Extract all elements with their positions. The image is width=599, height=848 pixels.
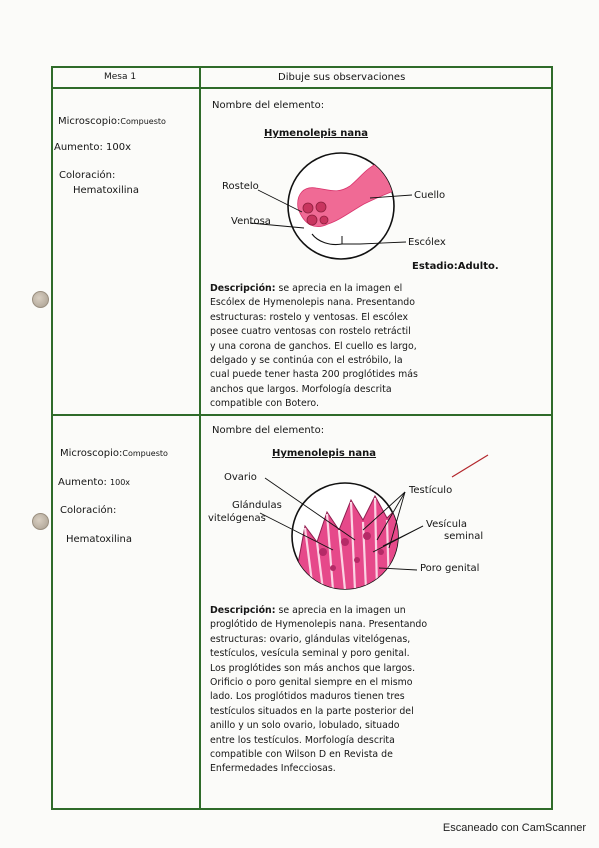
row2-desc-line: compatible con Wilson D en Revista de xyxy=(210,749,393,761)
row2-element-label: Nombre del elemento: xyxy=(212,425,325,436)
label-glandulas-2: vitelógenas xyxy=(208,513,266,524)
row2-coloracion-label: Coloración: xyxy=(60,505,117,516)
label-vesicula-2: seminal xyxy=(444,531,484,542)
row1-element-label: Nombre del elemento: xyxy=(212,100,325,111)
row2-desc-head: Descripción: xyxy=(210,605,276,616)
row2-microscopio-label: Microscopio: xyxy=(60,448,123,459)
row1-desc-head: Descripción: xyxy=(210,283,276,294)
row2-desc-line: Los proglótides son más anchos que largos. xyxy=(210,662,416,674)
row2-coloracion-value: Hematoxilina xyxy=(66,534,132,545)
row1-coloracion-value: Hematoxilina xyxy=(73,185,139,196)
row1-description xyxy=(210,282,550,412)
row1-microscopio-value: Compuesto xyxy=(120,117,166,126)
row1-desc-line: cual puede tener hasta 200 proglótides más xyxy=(210,369,418,381)
row1-desc-line: Escólex de Hymenolepis nana. Presentando xyxy=(210,297,415,309)
row1-aumento xyxy=(54,142,131,153)
row2-aumento-value: 100x xyxy=(110,478,131,487)
camscanner-watermark: Escaneado con CamScanner xyxy=(442,822,586,834)
row1-coloracion-label: Coloración: xyxy=(59,170,116,181)
row2-desc-line: anillo y un solo ovario, lobulado, situado xyxy=(210,720,400,732)
row2-desc-line: Descripción: se aprecia en la imagen un xyxy=(210,605,406,616)
row2-desc-line: testículos, vesícula seminal y poro genital. xyxy=(210,648,410,660)
row1-element-name: Hymenolepis nana xyxy=(264,128,369,139)
row2-desc-line: estructuras: ovario, glándulas vitelógenas, xyxy=(210,633,411,645)
row1-microscopio-label: Microscopio: xyxy=(58,116,121,127)
row1-desc-line: delgado y se continúa con el estróbilo, la xyxy=(210,355,403,367)
row2-microscopio xyxy=(60,448,168,459)
row2-desc-line: proglótido de Hymenolepis nana. Presentando xyxy=(210,619,428,631)
row1-aumento-label: Aumento: xyxy=(54,142,103,153)
row2-desc-line: testículos situados en la parte posterior del xyxy=(210,705,414,717)
row2-desc-line: entre los testículos. Morfología descrita xyxy=(210,734,395,746)
row1-desc-line: Descripción: se aprecia en la imagen el xyxy=(210,283,403,294)
row1-aumento-value: 100x xyxy=(106,142,132,153)
scolex-drawing xyxy=(200,150,500,270)
row2-aumento xyxy=(58,477,130,488)
label-estadio: Estadio:Adulto. xyxy=(412,261,499,272)
row2-microscopio-value: Compuesto xyxy=(122,449,168,458)
row1-desc-line: compatible con Botero. xyxy=(210,398,319,410)
row2-aumento-label: Aumento: xyxy=(58,477,107,488)
label-ovario: Ovario xyxy=(224,472,257,483)
table-header-divider xyxy=(51,87,553,89)
row2-desc-line: Orificio o poro genital siempre en el mismo xyxy=(210,677,413,689)
row1-desc-line: anchos que largos. Morfología descrita xyxy=(210,383,392,395)
label-glandulas-1: Glándulas xyxy=(232,500,282,511)
label-poro-genital: Poro genital xyxy=(420,563,480,574)
row1-microscopio xyxy=(58,116,166,127)
punch-hole-bottom xyxy=(32,513,49,530)
header-observaciones: Dibuje sus observaciones xyxy=(278,72,406,83)
red-pen-mark xyxy=(452,455,488,477)
row2-desc-line: Enfermedades Infecciosas. xyxy=(210,763,336,775)
header-mesa: Mesa 1 xyxy=(104,72,137,82)
label-testiculo: Testículo xyxy=(409,485,453,496)
label-ventosa: Ventosa xyxy=(231,216,271,227)
row2-desc-line: lado. Los proglótidos maduros tienen tres xyxy=(210,691,405,703)
label-rostelo: Rostelo xyxy=(222,181,259,192)
row1-desc-line: estructuras: rostelo y ventosas. El escólex xyxy=(210,311,409,323)
label-cuello: Cuello xyxy=(414,190,446,201)
label-vesicula-1: Vesícula xyxy=(426,519,467,530)
table-row-divider xyxy=(51,414,553,416)
row1-desc-line: y una corona de ganchos. El cuello es largo, xyxy=(210,340,417,352)
punch-hole-top xyxy=(32,291,49,308)
row1-desc-line: posee cuatro ventosas con rostelo retráctil xyxy=(210,326,411,338)
label-escolex: Escólex xyxy=(408,237,446,248)
row2-description xyxy=(210,604,550,777)
row2-element-name: Hymenolepis nana xyxy=(272,448,377,459)
